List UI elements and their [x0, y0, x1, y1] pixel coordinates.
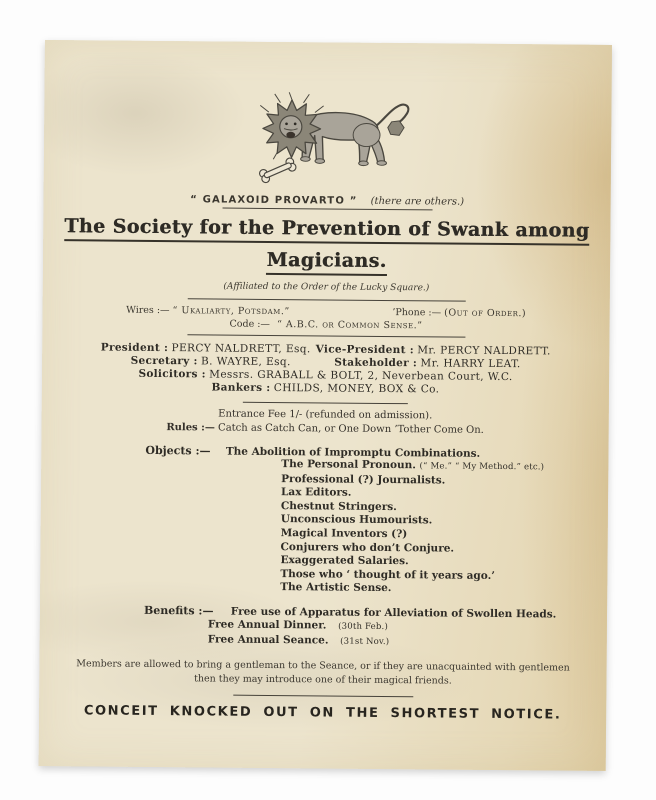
- phone-line: ’Phone :— (Out of Order.): [392, 307, 527, 320]
- lion-caption-aside: (there are others.): [370, 195, 465, 208]
- lion-paw: [376, 161, 386, 166]
- divider: [243, 402, 408, 404]
- lion-tail-tuft: [387, 121, 403, 136]
- objects-list: [280, 458, 608, 598]
- slogan: CONCEIT KNOCKED OUT ON THE SHORTEST NOTICE.: [83, 703, 562, 723]
- wires-line: Wires :— “ Ukaliarty, Potsdam.”: [126, 304, 290, 318]
- benefits-block: [40, 603, 607, 651]
- divider: [233, 695, 413, 698]
- lion-eye: [285, 122, 288, 125]
- object-item: Conjurers who don’t Conjure.: [280, 540, 455, 555]
- divider: [222, 208, 432, 211]
- lion-eye: [293, 123, 296, 126]
- society-notice-page: [39, 40, 612, 771]
- officers-block: [42, 341, 609, 397]
- object-item: Lax Editors.: [281, 486, 352, 499]
- society-title-line1: The Society for the Prevention of Swank among: [43, 215, 610, 246]
- members-note: Members are allowed to bring a gentleman to the Seance, or if they are unacquainted with gentlemen then they may introduce one of their magical friends.: [76, 658, 570, 687]
- entrance-fee-line: Entrance Fee 1/- (refunded on admission).: [218, 408, 433, 422]
- officers-row-1: President : PERCY NALDRETT, Esq. Vice-President : Mr. PERCY NALDRETT.: [100, 341, 551, 358]
- lion-illustration-wrap: [44, 90, 612, 195]
- lion-caption: [44, 193, 611, 209]
- divider: [187, 298, 465, 301]
- officers-row-4: Bankers : CHILDS, MONEY, BOX & Co.: [211, 381, 440, 396]
- officers-row-3: Solicitors : Messrs. GRABALL & BOLT, 2, Neverbean Court, W.C.: [138, 367, 513, 384]
- code-line: Code :— “ A.B.C. or Common Sense.”: [229, 318, 423, 332]
- object-item: The Artistic Sense.: [280, 581, 392, 595]
- benefits-label: Benefits :—: [143, 603, 214, 618]
- lion-haunch: [353, 123, 380, 146]
- lion-paw: [300, 157, 310, 162]
- object-item: Those who ‘ thought of it years ago.’: [280, 567, 495, 582]
- contact-block: [42, 304, 609, 333]
- benefits-list: [208, 617, 607, 650]
- affiliation-note: (Affiliated to the Order of the Lucky Square.): [223, 281, 430, 294]
- divider: [187, 334, 465, 337]
- object-item: The Personal Pronoun. (“ Me.” “ My Method.” etc.): [281, 458, 545, 473]
- benefit-item: Free Annual Dinner. (30th Feb.): [207, 618, 389, 632]
- object-item: Chestnut Stringers.: [280, 499, 397, 513]
- officers-row-2: Secretary : B. WAYRE, Esq. Stakeholder : Mr. HARRY LEAT.: [130, 354, 521, 371]
- object-item: Professional (?) Journalists.: [281, 472, 446, 487]
- society-title-line2: Magicians.: [43, 247, 610, 278]
- benefit-item: Free use of Apparatus for Alleviation of Swollen Heads.: [230, 605, 557, 621]
- lion-illustration: [227, 92, 428, 190]
- lion-caption-name: “ GALAXOID PROVARTO ”: [190, 194, 358, 207]
- object-item: Exaggerated Salaries.: [280, 554, 409, 568]
- bone-icon: [258, 157, 297, 184]
- object-item: Unconscious Humourists.: [280, 513, 433, 527]
- objects-block: [40, 443, 608, 598]
- lion-paw: [314, 159, 324, 164]
- benefit-item: Free Annual Seance. (31st Nov.): [207, 633, 390, 647]
- rules-line: Rules :— Catch as Catch Can, or One Down ’Tother Come On.: [166, 422, 484, 436]
- lion-paw: [358, 161, 368, 166]
- object-item: Magical Inventors (?): [280, 527, 408, 541]
- object-item: The Abolition of Impromptu Combinations.: [225, 445, 481, 460]
- objects-label: Objects :—: [145, 443, 211, 458]
